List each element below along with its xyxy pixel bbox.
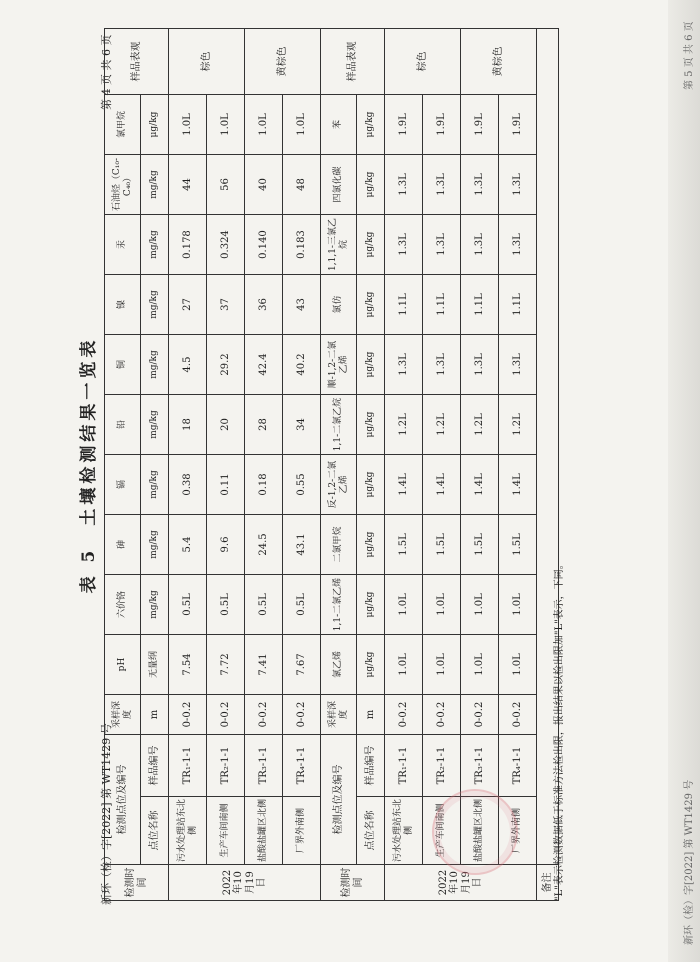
analyte-header: 铜 — [105, 335, 141, 395]
footer-report-number: 新环（检）字[2022] 第 WT1429 号 — [684, 779, 695, 945]
point-name-cell: 盐酸盐罐区北侧 — [245, 797, 283, 865]
value-cell: 1.3L — [461, 155, 499, 215]
appearance-header: 样品表观 — [105, 29, 169, 95]
analyte-header: 镉 — [105, 455, 141, 515]
analyte-header: 二氯甲烷 — [321, 515, 357, 575]
value-cell: 1.9L — [461, 95, 499, 155]
value-cell: 28 — [245, 395, 283, 455]
date-cell: 2022年10月19日 — [385, 865, 537, 901]
table-row — [105, 29, 141, 901]
sample-no-cell: TR₂-1-1 — [207, 735, 245, 797]
analyte-header: 铅 — [105, 395, 141, 455]
value-cell: 1.3L — [461, 335, 499, 395]
value-cell: 1.3L — [499, 215, 537, 275]
sample-no-header: 样品编号 — [357, 735, 385, 797]
value-cell: 5.4 — [169, 515, 207, 575]
unit-cell: μg/kg — [357, 455, 385, 515]
value-cell: 9.6 — [207, 515, 245, 575]
value-cell: 0.324 — [207, 215, 245, 275]
value-cell: 1.4L — [385, 455, 423, 515]
value-cell: 1.1L — [385, 275, 423, 335]
sample-no-cell: TR₃-1-1 — [245, 735, 283, 797]
value-cell: 1.0L — [385, 635, 423, 695]
value-cell: 4.5 — [169, 335, 207, 395]
header-page-number: 第 4 页 共 6 页 — [100, 34, 113, 110]
unit-cell: μg/kg — [357, 335, 385, 395]
value-cell: 0.18 — [245, 455, 283, 515]
value-cell: 1.2L — [499, 395, 537, 455]
sample-no-cell: TR₃-1-1 — [461, 735, 499, 797]
analyte-header: 石油烃（C₁₀-C₄₀） — [105, 155, 141, 215]
rotated-content — [72, 25, 672, 905]
unit-cell: mg/kg — [141, 275, 169, 335]
analyte-header: 四氯化碳 — [321, 155, 357, 215]
value-cell: 0.5L — [245, 575, 283, 635]
unit-cell: mg/kg — [141, 155, 169, 215]
value-cell: 1.9L — [423, 95, 461, 155]
value-cell: 29.2 — [207, 335, 245, 395]
unit-cell: μg/kg — [357, 95, 385, 155]
unit-cell: mg/kg — [141, 455, 169, 515]
value-cell: 1.0L — [283, 95, 321, 155]
value-cell: 0.178 — [169, 215, 207, 275]
sample-no-cell: TR₄-1-1 — [283, 735, 321, 797]
value-cell: 36 — [245, 275, 283, 335]
value-cell: 0.38 — [169, 455, 207, 515]
value-cell: 40.2 — [283, 335, 321, 395]
value-cell: 1.3L — [461, 215, 499, 275]
value-cell: 1.5L — [385, 515, 423, 575]
value-cell: 1.3L — [385, 155, 423, 215]
value-cell: 1.4L — [423, 455, 461, 515]
analyte-header: 苯 — [321, 95, 357, 155]
table-row — [245, 29, 283, 901]
value-cell: 1.2L — [423, 395, 461, 455]
value-cell: 7.67 — [283, 635, 321, 695]
value-cell: 1.3L — [499, 335, 537, 395]
unit-cell: μg/kg — [357, 515, 385, 575]
value-cell: 1.0L — [423, 575, 461, 635]
analyte-header: pH — [105, 635, 141, 695]
unit-cell: μg/kg — [357, 275, 385, 335]
appearance-cell: 黄棕色 — [245, 29, 321, 95]
value-cell: 1.0L — [245, 95, 283, 155]
table-title: 表 5 土壤检测结果一览表 — [79, 336, 99, 594]
unit-cell: μg/kg — [141, 95, 169, 155]
sample-no-header: 样品编号 — [141, 735, 169, 797]
depth-cell: 0-0.2 — [385, 695, 423, 735]
point-name-header: 点位名称 — [357, 797, 385, 865]
value-cell: 1.0L — [423, 635, 461, 695]
unit-cell: μg/kg — [357, 215, 385, 275]
depth-header: 采样深度 — [105, 695, 141, 735]
table-row — [357, 29, 385, 901]
point-name-cell: 污水处理站东北侧 — [169, 797, 207, 865]
point-header: 检测点位及编号 — [105, 735, 141, 865]
unit-cell: μg/kg — [357, 155, 385, 215]
sample-no-cell: TR₄-1-1 — [499, 735, 537, 797]
sample-no-cell: TR₁-1-1 — [169, 735, 207, 797]
depth-cell: 0-0.2 — [423, 695, 461, 735]
point-name-header: 点位名称 — [141, 797, 169, 865]
sample-no-cell: TR₂-1-1 — [423, 735, 461, 797]
value-cell: 7.72 — [207, 635, 245, 695]
value-cell: 44 — [169, 155, 207, 215]
inspection-seal — [432, 789, 518, 875]
table-row — [385, 29, 423, 901]
depth-cell: 0-0.2 — [461, 695, 499, 735]
depth-cell: 0-0.2 — [207, 695, 245, 735]
value-cell: 37 — [207, 275, 245, 335]
unit-cell: μg/kg — [357, 395, 385, 455]
appearance-cell: 棕色 — [169, 29, 245, 95]
analyte-header: 1,1-二氯乙烯 — [321, 575, 357, 635]
value-cell: 1.1L — [461, 275, 499, 335]
depth-cell: 0-0.2 — [169, 695, 207, 735]
unit-cell: mg/kg — [141, 575, 169, 635]
analyte-header: 砷 — [105, 515, 141, 575]
value-cell: 42.4 — [245, 335, 283, 395]
value-cell: 1.0L — [499, 575, 537, 635]
analyte-header: 汞 — [105, 215, 141, 275]
depth-cell: 0-0.2 — [283, 695, 321, 735]
depth-cell: 0-0.2 — [245, 695, 283, 735]
value-cell: 7.41 — [245, 635, 283, 695]
value-cell: 1.3L — [385, 335, 423, 395]
value-cell: 48 — [283, 155, 321, 215]
value-cell: 18 — [169, 395, 207, 455]
value-cell: 1.2L — [385, 395, 423, 455]
point-name-cell: 厂界外南侧 — [499, 797, 537, 865]
value-cell: 1.0L — [169, 95, 207, 155]
appearance-cell: 棕色 — [385, 29, 461, 95]
remark-label: 备注 — [537, 865, 559, 901]
analyte-header: 反-1,2-二氯乙烯 — [321, 455, 357, 515]
analyte-header: 氯甲烷 — [105, 95, 141, 155]
value-cell: 0.140 — [245, 215, 283, 275]
table-note: "L"表示检测数据低于标准方法检出限，报出结果以检出限加"L"表示，下同。 — [554, 559, 565, 901]
value-cell: 1.5L — [499, 515, 537, 575]
point-name-cell: 生产车间南侧 — [207, 797, 245, 865]
value-cell: 1.2L — [461, 395, 499, 455]
value-cell: 1.9L — [385, 95, 423, 155]
value-cell: 43 — [283, 275, 321, 335]
unit-cell: μg/kg — [357, 635, 385, 695]
analyte-header: 氯乙烯 — [321, 635, 357, 695]
point-header: 检测点位及编号 — [321, 735, 357, 865]
value-cell: 0.55 — [283, 455, 321, 515]
value-cell: 43.1 — [283, 515, 321, 575]
point-name-cell: 生产车间南侧 — [423, 797, 461, 865]
table-row — [321, 29, 357, 901]
unit-cell: μg/kg — [357, 575, 385, 635]
value-cell: 7.54 — [169, 635, 207, 695]
time-header: 检测时间 — [105, 865, 169, 901]
appearance-header: 样品表观 — [321, 29, 385, 95]
depth-cell: 0-0.2 — [499, 695, 537, 735]
table-row — [423, 29, 461, 901]
sample-no-cell: TR₁-1-1 — [385, 735, 423, 797]
table-row — [499, 29, 537, 901]
value-cell: 1.3L — [423, 155, 461, 215]
value-cell: 1.4L — [461, 455, 499, 515]
value-cell: 1.5L — [423, 515, 461, 575]
time-header: 检测时间 — [321, 865, 385, 901]
unit-cell: mg/kg — [141, 215, 169, 275]
unit-cell: 无量纲 — [141, 635, 169, 695]
depth-header: 采样深度 — [321, 695, 357, 735]
unit-cell: mg/kg — [141, 335, 169, 395]
table-row — [169, 29, 207, 901]
appearance-cell: 黄棕色 — [461, 29, 537, 95]
analyte-header: 顺-1,2-二氯乙烯 — [321, 335, 357, 395]
value-cell: 1.0L — [385, 575, 423, 635]
value-cell: 34 — [283, 395, 321, 455]
analyte-header: 1,1,1-三氯乙烷 — [321, 215, 357, 275]
value-cell: 1.3L — [423, 335, 461, 395]
value-cell: 1.0L — [461, 635, 499, 695]
value-cell: 24.5 — [245, 515, 283, 575]
point-name-cell: 厂界外南侧 — [283, 797, 321, 865]
point-name-cell: 盐酸盐罐区北侧 — [461, 797, 499, 865]
value-cell: 40 — [245, 155, 283, 215]
value-cell: 20 — [207, 395, 245, 455]
soil-results-table — [104, 28, 559, 901]
value-cell: 1.0L — [461, 575, 499, 635]
value-cell: 27 — [169, 275, 207, 335]
value-cell: 1.3L — [423, 215, 461, 275]
unit-cell: mg/kg — [141, 395, 169, 455]
value-cell: 1.1L — [423, 275, 461, 335]
value-cell: 0.11 — [207, 455, 245, 515]
table-row — [461, 29, 499, 901]
value-cell: 1.3L — [385, 215, 423, 275]
point-name-cell: 污水处理站东北侧 — [385, 797, 423, 865]
value-cell: 1.4L — [499, 455, 537, 515]
footer-page-number: 第 5 页 共 6 页 — [684, 21, 695, 90]
value-cell: 1.5L — [461, 515, 499, 575]
depth-unit: m — [141, 695, 169, 735]
value-cell: 1.0L — [499, 635, 537, 695]
analyte-header: 1,1-二氯乙烷 — [321, 395, 357, 455]
analyte-header: 镍 — [105, 275, 141, 335]
value-cell: 1.3L — [499, 155, 537, 215]
value-cell: 1.1L — [499, 275, 537, 335]
depth-unit: m — [357, 695, 385, 735]
date-cell: 2022年10月19日 — [169, 865, 321, 901]
value-cell: 56 — [207, 155, 245, 215]
value-cell: 1.9L — [499, 95, 537, 155]
header-report-number: 新环（检）字[2022] 第 WT1429 号 — [100, 723, 113, 905]
value-cell: 0.5L — [207, 575, 245, 635]
value-cell: 1.0L — [207, 95, 245, 155]
value-cell: 0.5L — [283, 575, 321, 635]
value-cell: 0.183 — [283, 215, 321, 275]
analyte-header: 氯仿 — [321, 275, 357, 335]
unit-cell: mg/kg — [141, 515, 169, 575]
value-cell: 0.5L — [169, 575, 207, 635]
table-row — [283, 29, 321, 901]
analyte-header: 六价铬 — [105, 575, 141, 635]
table-row — [207, 29, 245, 901]
table-row — [141, 29, 169, 901]
